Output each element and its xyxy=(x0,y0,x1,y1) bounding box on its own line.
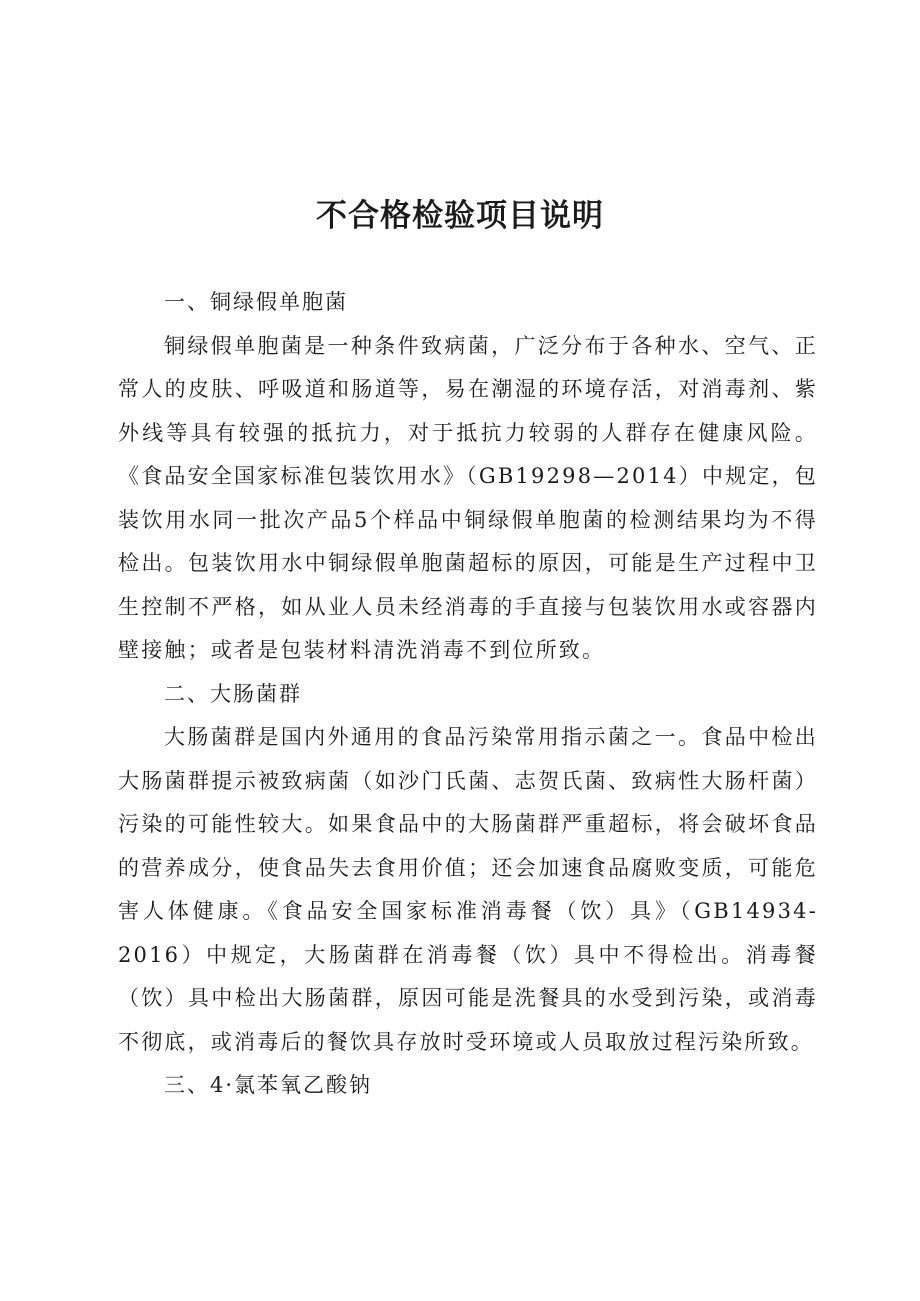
section-paragraph-2: 大肠菌群是国内外通用的食品污染常用指示菌之一。食品中检出大肠菌群提示被致病菌（如沙门氏菌、志贺氏菌、致病性大肠杆菌）污染的可能性较大。如果食品中的大肠菌群严重超标，将会破坏食品的营养成分，使食品失去食用价值；还会加速食品腐败变质，可能危害人体健康。《食品安全国家标准消毒餐（饮）具》（GB14934-2016）中规定，大肠菌群在消毒餐（饮）具中不得检出。消毒餐（饮）具中检出大肠菌群，原因可能是洗餐具的水受到污染，或消毒不彻底，或消毒后的餐饮具存放时受环境或人员取放过程污染所致。 xyxy=(118,725,818,1054)
document-body xyxy=(118,281,818,1108)
section-heading-3: 三、4·氯苯氧乙酸钠 xyxy=(164,1073,373,1097)
page-title: 不合格检验项目说明 xyxy=(316,198,604,234)
section-heading-2: 二、大肠菌群 xyxy=(164,681,302,706)
section-paragraph-1: 铜绿假单胞菌是一种条件致病菌，广泛分布于各种水、空气、正常人的皮肤、呼吸道和肠道等，易在潮湿的环境存活，对消毒剂、紫外线等具有较强的抵抗力，对于抵抗力较弱的人群存在健康风险。《食品安全国家标准包装饮用水》（GB19298—2014）中规定，包装饮用水同一批次产品5个样品中铜绿假单胞菌的检测结果均为不得检出。包装饮用水中铜绿假单胞菌超标的原因，可能是生产过程中卫生控制不严格，如从业人员未经消毒的手直接与包装饮用水或容器内壁接触；或者是包装材料清洗消毒不到位所致。 xyxy=(118,333,818,662)
section-heading-1: 一、铜绿假单胞菌 xyxy=(164,290,348,314)
